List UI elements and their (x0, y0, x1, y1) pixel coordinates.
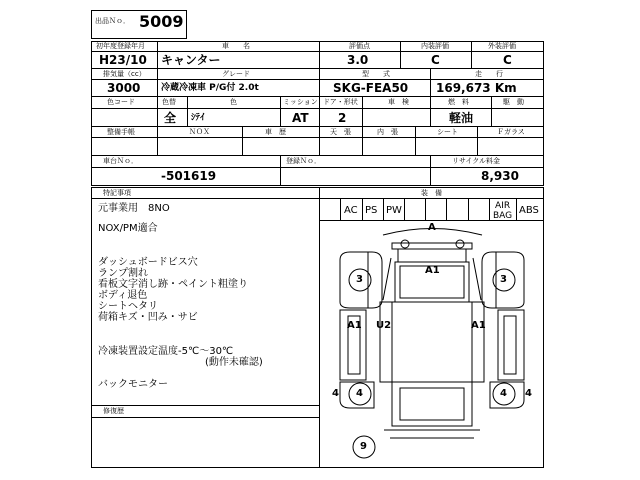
color-label: 色 (230, 98, 237, 106)
color-type-value: 全 (164, 111, 177, 125)
mark-hood: A1 (425, 265, 440, 276)
grade-value: 冷蔵冷凍車 P/G付 2.0t (161, 83, 259, 93)
mark-front-left: 3 (356, 274, 363, 285)
mark-front-right: 3 (500, 274, 507, 285)
regno-label: 登録Ｎｏ． (286, 157, 321, 165)
exterior-value: C (503, 53, 512, 67)
first-reg-value: H23/10 (99, 53, 147, 67)
equip-airbag: AIR BAG (493, 201, 513, 221)
note-line: 荷箱キズ・凹み・サビ (98, 312, 198, 323)
interior2-label: 内 張 (377, 128, 398, 136)
drive-label: 駆 動 (503, 98, 524, 106)
model-label: 型 式 (362, 70, 390, 78)
nox-label: ＮＯＸ (189, 128, 210, 136)
mark-rear-left-inner: 4 (356, 388, 363, 399)
equip-abs: ABS (519, 205, 539, 216)
first-reg-label: 初年度登録年月 (96, 42, 145, 50)
mark-left-side: A1 (347, 320, 362, 331)
vehicle-diagram (340, 229, 524, 459)
equip-pw: PW (386, 205, 402, 216)
inspection-label: 車 検 (388, 98, 409, 106)
repair-label: 修復歴 (103, 407, 124, 415)
mark-center: U2 (376, 320, 392, 331)
score-value: 3.0 (347, 53, 369, 67)
fuel-value: 軽油 (449, 111, 474, 125)
mission-value: AT (292, 111, 309, 125)
note-line: バックモニター (98, 379, 168, 390)
mileage-value: 169,673 Km (436, 81, 517, 95)
car-name-value: キャンター (161, 53, 221, 67)
displacement-label: 排気量（cc） (103, 70, 146, 78)
fglass-label: Ｆガラス (497, 128, 525, 136)
mark-rear: 9 (360, 441, 367, 452)
lot-label: 出品Ｎｏ． (95, 17, 130, 25)
mission-label: ミッション (283, 98, 318, 106)
note-line: NOX/PM適合 (98, 223, 158, 234)
color-type-label: 色替 (162, 98, 176, 106)
history-label: 車 歴 (265, 128, 286, 136)
note-line: ボディ退色 (98, 290, 148, 301)
mark-front: A (428, 222, 436, 233)
notes-label: 特記事項 (103, 189, 131, 197)
exterior-label: 外装評価 (488, 42, 516, 50)
color-code-label: 色コード (107, 98, 135, 106)
note-line: ダッシュボードビス穴 (98, 257, 198, 268)
recycle-label: リサイクル料金 (452, 157, 501, 165)
recycle-value: 8,930 (481, 169, 519, 183)
fuel-label: 燃 料 (448, 98, 469, 106)
mark-right-side: A1 (471, 320, 486, 331)
interior-label: 内装評価 (421, 42, 449, 50)
mark-rear-right-outer: 4 (525, 388, 532, 399)
equipment-label: 装 備 (421, 189, 442, 197)
color-value: ｼﾃｲ (191, 113, 205, 123)
car-name-label: 車 名 (222, 42, 250, 50)
displacement-value: 3000 (107, 81, 141, 95)
score-label: 評価点 (349, 42, 370, 50)
equip-ac: AC (344, 205, 358, 216)
note-line: 元事業用 8NO (98, 203, 170, 214)
mileage-label: 走 行 (475, 70, 503, 78)
mark-rear-left-outer: 4 (332, 388, 339, 399)
chassis-label: 車台Ｎｏ． (103, 157, 138, 165)
chassis-value: -501619 (161, 169, 217, 183)
lot-number: 5009 (139, 12, 184, 31)
note-line: 冷凍装置設定温度-5℃～30℃ (98, 346, 234, 357)
sunroof-label: 天 張 (330, 128, 351, 136)
interior-value: C (431, 53, 440, 67)
note-line: シートヘタリ (98, 301, 158, 312)
doors-value: 2 (338, 111, 347, 125)
doors-label: ドア・形状 (323, 98, 358, 106)
grade-label: グレード (222, 70, 250, 78)
note-line: 看板文字消し跡・ペイント粗塗り (98, 279, 248, 290)
note-line: (動作未確認) (205, 357, 263, 368)
model-value: SKG-FEA50 (333, 81, 409, 95)
maintenance-label: 整備手帳 (107, 128, 135, 136)
equip-ps: PS (365, 205, 378, 216)
note-line: ランプ割れ (98, 268, 148, 279)
seat-label: シート (437, 128, 458, 136)
mark-rear-right-inner: 4 (500, 388, 507, 399)
